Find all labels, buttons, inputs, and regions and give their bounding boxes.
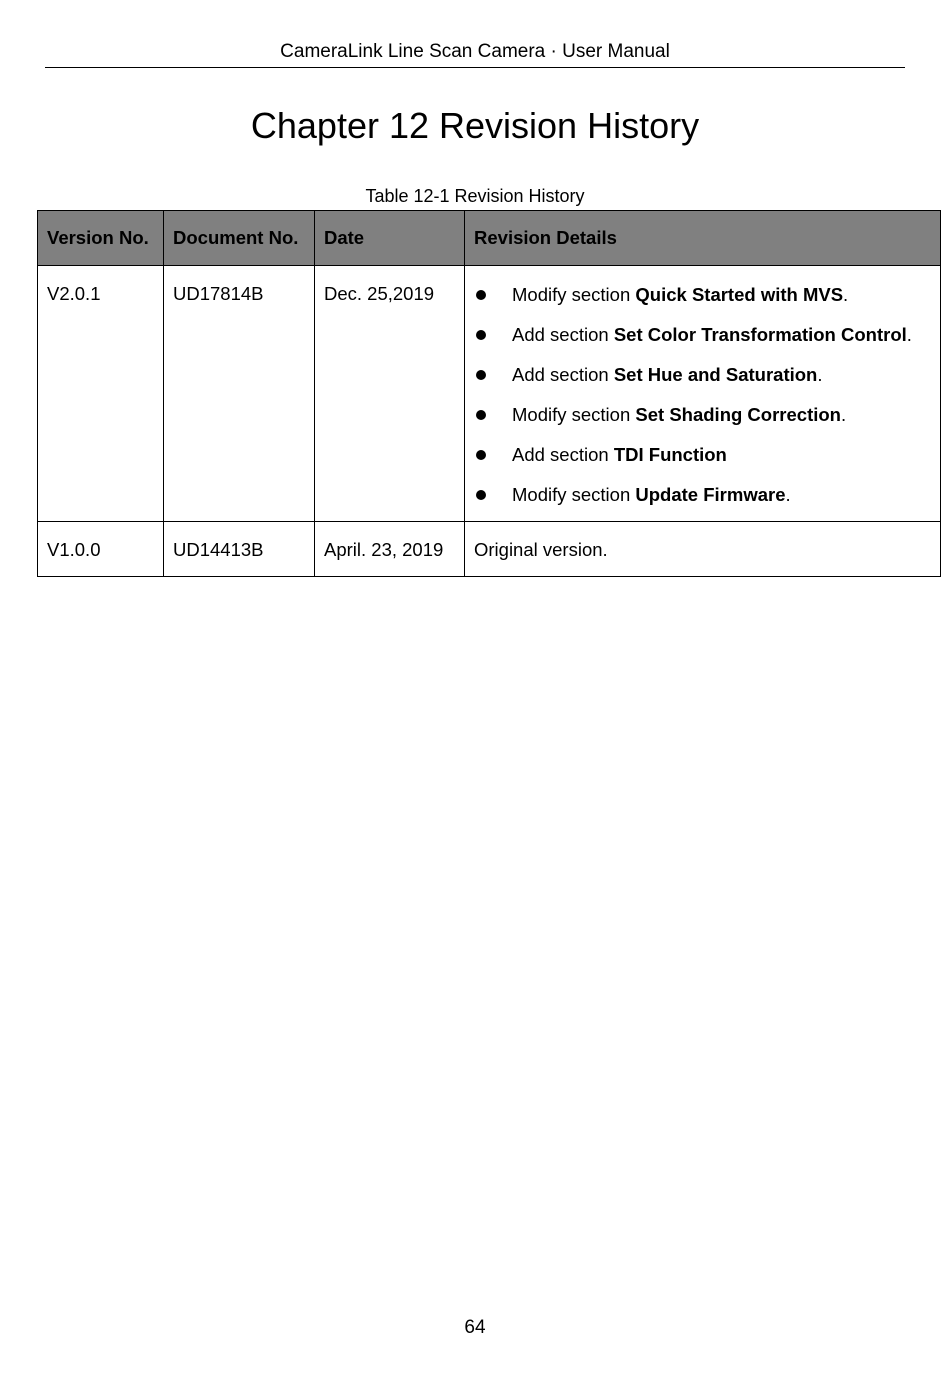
- header-text: CameraLink Line Scan Camera · User Manual: [280, 41, 670, 62]
- revision-history-table: [37, 210, 941, 577]
- cell-date: Dec. 25,2019: [315, 266, 465, 522]
- list-item: [474, 483, 931, 507]
- list-item: [474, 403, 931, 427]
- cell-document: UD17814B: [164, 266, 315, 522]
- cell-details: [465, 266, 941, 522]
- list-item: [474, 443, 931, 467]
- detail-suffix: .: [843, 284, 849, 305]
- bullet-icon: [476, 330, 486, 340]
- detail-section-name: Set Color Transformation Control: [613, 324, 907, 345]
- page-header: [45, 40, 905, 68]
- table-row: [38, 266, 941, 522]
- list-item: [474, 363, 931, 387]
- detail-section-name: Update Firmware: [635, 484, 786, 505]
- detail-prefix: Add section: [512, 364, 614, 385]
- detail-prefix: Modify section: [512, 484, 636, 505]
- detail-prefix: Modify section: [512, 404, 636, 425]
- detail-suffix: .: [840, 404, 847, 425]
- cell-date: April. 23, 2019: [315, 522, 465, 577]
- table-caption: Table 12-1 Revision History: [365, 186, 585, 206]
- column-header-document: Document No.: [164, 211, 315, 266]
- chapter-title: Chapter 12 Revision History: [250, 105, 700, 146]
- detail-suffix: .: [906, 324, 912, 345]
- column-header-details: Revision Details: [465, 211, 941, 266]
- cell-details: Original version.: [465, 522, 941, 577]
- detail-prefix: Add section: [512, 444, 614, 465]
- column-header-version: Version No.: [38, 211, 164, 266]
- detail-section-name: TDI Function: [613, 444, 727, 465]
- column-header-date: Date: [315, 211, 465, 266]
- revision-details-list: [474, 283, 931, 507]
- cell-version: V2.0.1: [38, 266, 164, 522]
- page-number: 64: [464, 1317, 486, 1338]
- bullet-icon: [476, 410, 486, 420]
- detail-section-name: Quick Started with MVS: [635, 284, 844, 305]
- detail-section-name: Set Hue and Saturation: [613, 364, 818, 385]
- detail-prefix: Add section: [512, 324, 614, 345]
- table-header-row: [38, 211, 941, 266]
- bullet-icon: [476, 290, 486, 300]
- bullet-icon: [476, 370, 486, 380]
- bullet-icon: [476, 450, 486, 460]
- table-row: [38, 522, 941, 577]
- cell-document: UD14413B: [164, 522, 315, 577]
- list-item: [474, 283, 931, 307]
- detail-suffix: .: [785, 484, 791, 505]
- bullet-icon: [476, 490, 486, 500]
- detail-prefix: Modify section: [512, 284, 636, 305]
- cell-version: V1.0.0: [38, 522, 164, 577]
- list-item: [474, 323, 931, 347]
- detail-section-name: Set Shading Correction: [635, 404, 841, 425]
- detail-suffix: .: [817, 364, 823, 385]
